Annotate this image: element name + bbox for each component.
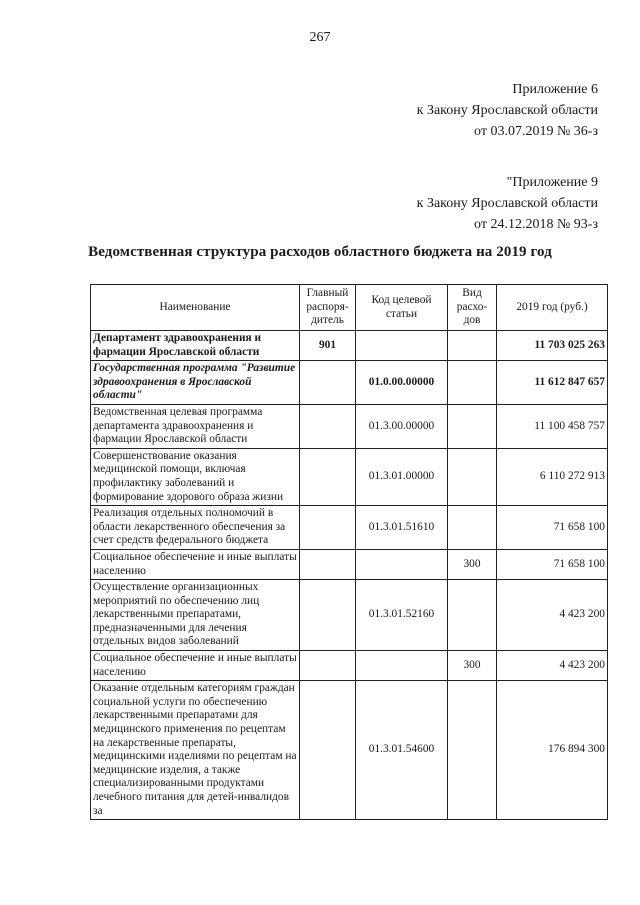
annex-6-block	[417, 79, 598, 142]
row-code	[356, 549, 448, 579]
row-type	[448, 448, 497, 505]
row-amount: 6 110 272 913	[497, 448, 608, 505]
table-header-row	[91, 285, 608, 331]
row-type	[448, 580, 497, 651]
annex-9-line3: от 24.12.2018 № 93-з	[474, 217, 598, 232]
annex-9-line1: "Приложение 9	[506, 175, 598, 190]
row-type	[448, 404, 497, 448]
page-number: 267	[309, 30, 331, 45]
row-manager: 901	[300, 331, 356, 361]
table-row	[91, 580, 608, 651]
row-manager	[300, 580, 356, 651]
row-code: 01.3.01.52160	[356, 580, 448, 651]
row-code: 01.3.01.51610	[356, 506, 448, 550]
row-name: Осуществление организационных мероприятий по обеспечению лиц лекарственными препаратами, предназначенными для лечения отдельных видов заболеваний	[91, 580, 300, 651]
row-amount: 11 100 458 757	[497, 404, 608, 448]
row-name: Департамент здравоохранения и фармации Ярославской области	[91, 331, 300, 361]
annex-6-line2: к Закону Ярославской области	[416, 103, 598, 118]
budget-table	[90, 284, 608, 820]
row-code	[356, 331, 448, 361]
table-row	[91, 681, 608, 820]
table-row	[91, 549, 608, 579]
row-type	[448, 361, 497, 405]
row-amount: 11 703 025 263	[497, 331, 608, 361]
annex-9-block	[417, 172, 598, 235]
row-code	[356, 651, 448, 681]
row-name: Оказание отдельным категориям граждан социальной услуги по обеспечению лекарственными препаратами для медицинского применения по рецептам на лекарственные препараты, медицинскими изделиями по рецептам на медицинские изделия, а также специализированными продуктами лечебного питания для детей-инвалидов за	[91, 681, 300, 820]
row-code: 01.3.01.00000	[356, 448, 448, 505]
row-name: Совершенствование оказания медицинской помощи, включая профилактику заболеваний и формирование здорового образа жизни	[91, 448, 300, 505]
row-name: Ведомственная целевая программа департамента здравоохранения и фармации Ярославской области	[91, 404, 300, 448]
table-row	[91, 506, 608, 550]
header-name: Наименование	[91, 285, 300, 331]
row-manager	[300, 404, 356, 448]
row-amount: 71 658 100	[497, 506, 608, 550]
row-manager	[300, 651, 356, 681]
row-type: 300	[448, 549, 497, 579]
row-type	[448, 506, 497, 550]
table-row	[91, 448, 608, 505]
table-row	[91, 404, 608, 448]
row-manager	[300, 361, 356, 405]
annex-6-line3: от 03.07.2019 № 36-з	[474, 124, 598, 139]
row-code: 01.3.00.00000	[356, 404, 448, 448]
header-code: Код целевой статьи	[356, 285, 448, 331]
header-amount: 2019 год (руб.)	[497, 285, 608, 331]
row-code: 01.0.00.00000	[356, 361, 448, 405]
table-row	[91, 651, 608, 681]
row-manager	[300, 448, 356, 505]
row-name: Социальное обеспечение и иные выплаты населению	[91, 651, 300, 681]
row-amount: 11 612 847 657	[497, 361, 608, 405]
document-title: Ведомственная структура расходов областного бюджета на 2019 год	[88, 244, 552, 260]
annex-6-line1: Приложение 6	[512, 82, 598, 97]
annex-9-line2: к Закону Ярославской области	[416, 196, 598, 211]
row-manager	[300, 681, 356, 820]
row-amount: 4 423 200	[497, 651, 608, 681]
row-name: Государственная программа "Развитие здравоохранения в Ярославской области"	[91, 361, 300, 405]
row-type	[448, 331, 497, 361]
row-type: 300	[448, 651, 497, 681]
row-amount: 71 658 100	[497, 549, 608, 579]
header-manager: Главный распоря-дитель	[300, 285, 356, 331]
row-code: 01.3.01.54600	[356, 681, 448, 820]
header-type: Вид расхо-дов	[448, 285, 497, 331]
row-name: Реализация отдельных полномочий в области лекарственного обеспечения за счет средств федерального бюджета	[91, 506, 300, 550]
row-amount: 4 423 200	[497, 580, 608, 651]
table-row	[91, 361, 608, 405]
row-name: Социальное обеспечение и иные выплаты населению	[91, 549, 300, 579]
table-row	[91, 331, 608, 361]
row-manager	[300, 549, 356, 579]
row-amount: 176 894 300	[497, 681, 608, 820]
row-manager	[300, 506, 356, 550]
row-type	[448, 681, 497, 820]
